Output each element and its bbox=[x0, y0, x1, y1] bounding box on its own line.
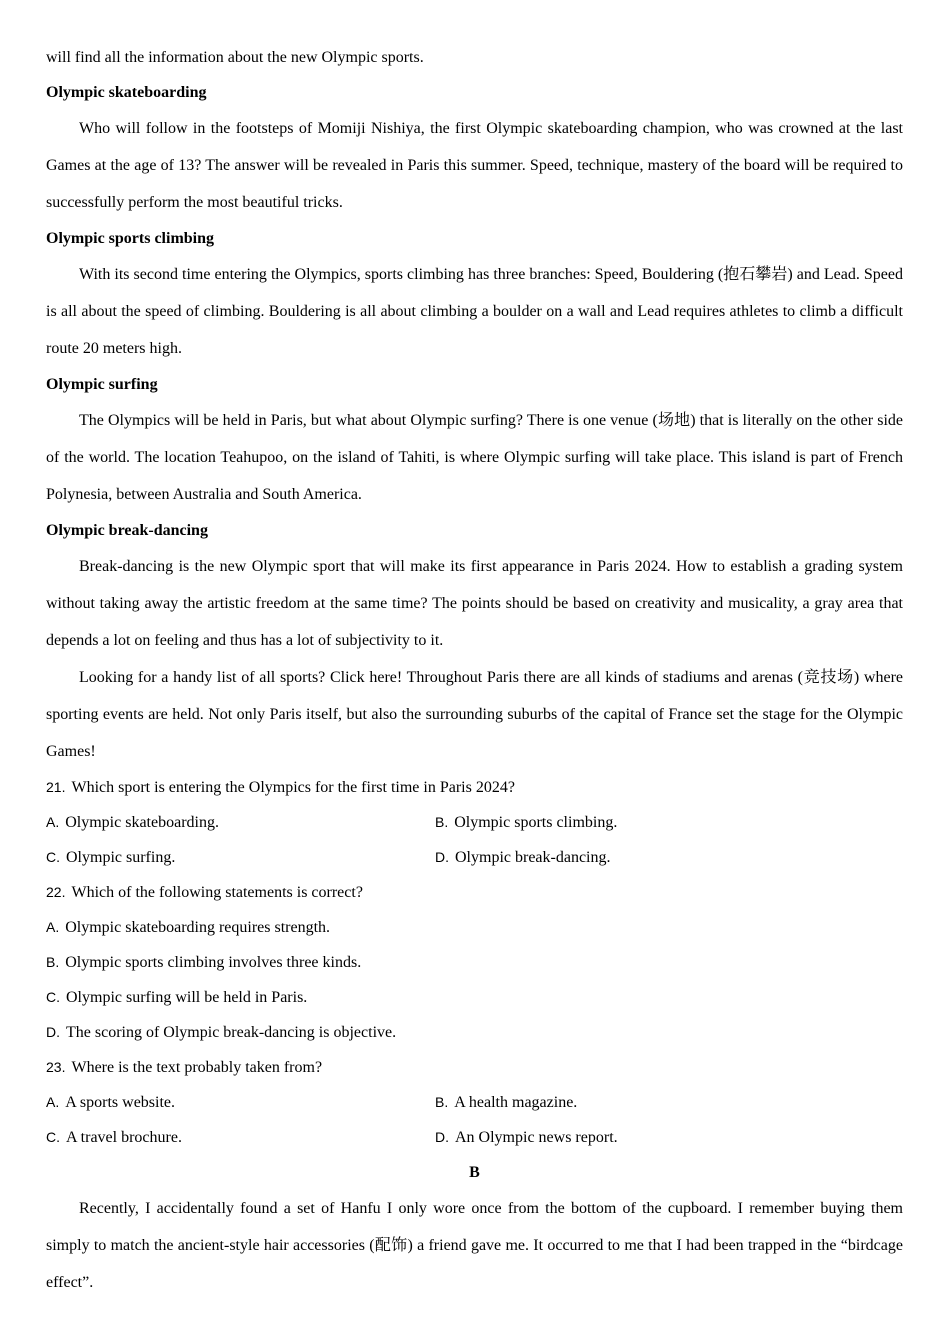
section-heading: Olympic skateboarding bbox=[46, 84, 207, 101]
section-paragraph: The Olympics will be held in Paris, but what about Olympic surfing? There is one venue (场地) that is literally on the other side of the world. The location Teahupoo, on the island of Tahiti, is where Olympic surfing will take place. This island is part of French Polynesia, between Australia and South America. bbox=[46, 412, 903, 503]
section-b-paragraph: Recently, I accidentally found a set of Hanfu I only wore once from the bottom of the cupboard. I remember buying them simply to match the ancient-style hair accessories (配饰) a friend gave me. It occurred to me that I had been trapped in the “birdcage effect”. bbox=[46, 1200, 903, 1291]
question-text: Which of the following statements is correct? bbox=[71, 884, 363, 901]
intro-tail: will find all the information about the new Olympic sports. bbox=[46, 49, 424, 66]
option-b bbox=[435, 1085, 824, 1120]
option-b bbox=[46, 945, 903, 980]
option-label: B. bbox=[46, 954, 60, 970]
options-row bbox=[46, 840, 903, 875]
closing-paragraph: Looking for a handy list of all sports? Click here! Throughout Paris there are all kinds of stadiums and arenas (竞技场) where sporting events are held. Not only Paris itself, but also the surrounding suburbs of the capital of France set the stage for the Olympic Games! bbox=[46, 669, 903, 760]
question-number: 23. bbox=[46, 1059, 66, 1075]
option-c bbox=[46, 980, 903, 1015]
option-text: Olympic sports climbing. bbox=[454, 814, 618, 831]
option-text: The scoring of Olympic break-dancing is objective. bbox=[66, 1024, 397, 1041]
option-text: Olympic skateboarding requires strength. bbox=[65, 919, 331, 936]
question-21 bbox=[46, 770, 903, 805]
option-text: Olympic surfing will be held in Paris. bbox=[66, 989, 308, 1006]
options-row bbox=[46, 1085, 903, 1120]
options-row bbox=[46, 1120, 903, 1155]
option-label: D. bbox=[435, 849, 449, 865]
option-label: B. bbox=[435, 1094, 449, 1110]
option-a bbox=[46, 910, 903, 945]
option-label: A. bbox=[46, 814, 60, 830]
option-text: Olympic sports climbing involves three kinds. bbox=[65, 954, 362, 971]
option-b bbox=[435, 805, 824, 840]
section-heading: Olympic break-dancing bbox=[46, 522, 208, 539]
section-paragraph: With its second time entering the Olympics, sports climbing has three branches: Speed, Bouldering (抱石攀岩) and Lead. Speed is all about the speed of climbing. Bouldering is all about climbing a boulder on a wall and Lead requires athletes to climb a difficult route 20 meters high. bbox=[46, 266, 903, 357]
option-d bbox=[435, 1120, 824, 1155]
question-text: Which sport is entering the Olympics for the first time in Paris 2024? bbox=[71, 779, 515, 796]
option-label: D. bbox=[46, 1024, 60, 1040]
option-text: Olympic skateboarding. bbox=[65, 814, 219, 831]
option-text: A sports website. bbox=[65, 1094, 176, 1111]
option-c bbox=[46, 1120, 435, 1155]
section-paragraph: Break-dancing is the new Olympic sport that will make its first appearance in Paris 2024. How to establish a grading system without taking away the artistic freedom at the same time? The points should be based on creativity and musicality, a gray area that depends a lot on feeling and thus has a lot of subjectivity to it. bbox=[46, 558, 903, 649]
option-d bbox=[46, 1015, 903, 1050]
option-d bbox=[435, 840, 824, 875]
option-text: Olympic surfing. bbox=[66, 849, 176, 866]
section-b-title: B bbox=[469, 1164, 480, 1181]
section-paragraph: Who will follow in the footsteps of Momiji Nishiya, the first Olympic skateboarding champion, who was crowned at the last Games at the age of 13? The answer will be revealed in Paris this summer. Speed, technique, mastery of the board will be required to successfully perform the most beautiful tricks. bbox=[46, 120, 903, 211]
option-a bbox=[46, 805, 435, 840]
option-label: A. bbox=[46, 919, 60, 935]
option-a bbox=[46, 1085, 435, 1120]
section-heading: Olympic sports climbing bbox=[46, 230, 215, 247]
option-label: C. bbox=[46, 849, 60, 865]
option-text: A travel brochure. bbox=[66, 1129, 182, 1146]
option-c bbox=[46, 840, 435, 875]
option-text: An Olympic news report. bbox=[455, 1129, 618, 1146]
options-row bbox=[46, 805, 903, 840]
option-label: B. bbox=[435, 814, 449, 830]
option-text: Olympic break-dancing. bbox=[455, 849, 611, 866]
option-label: D. bbox=[435, 1129, 449, 1145]
option-text: A health magazine. bbox=[454, 1094, 578, 1111]
question-23 bbox=[46, 1050, 903, 1085]
question-number: 22. bbox=[46, 884, 66, 900]
question-22 bbox=[46, 875, 903, 910]
section-heading: Olympic surfing bbox=[46, 376, 158, 393]
question-number: 21. bbox=[46, 779, 66, 795]
option-label: C. bbox=[46, 1129, 60, 1145]
option-label: A. bbox=[46, 1094, 60, 1110]
question-text: Where is the text probably taken from? bbox=[71, 1059, 323, 1076]
option-label: C. bbox=[46, 989, 60, 1005]
